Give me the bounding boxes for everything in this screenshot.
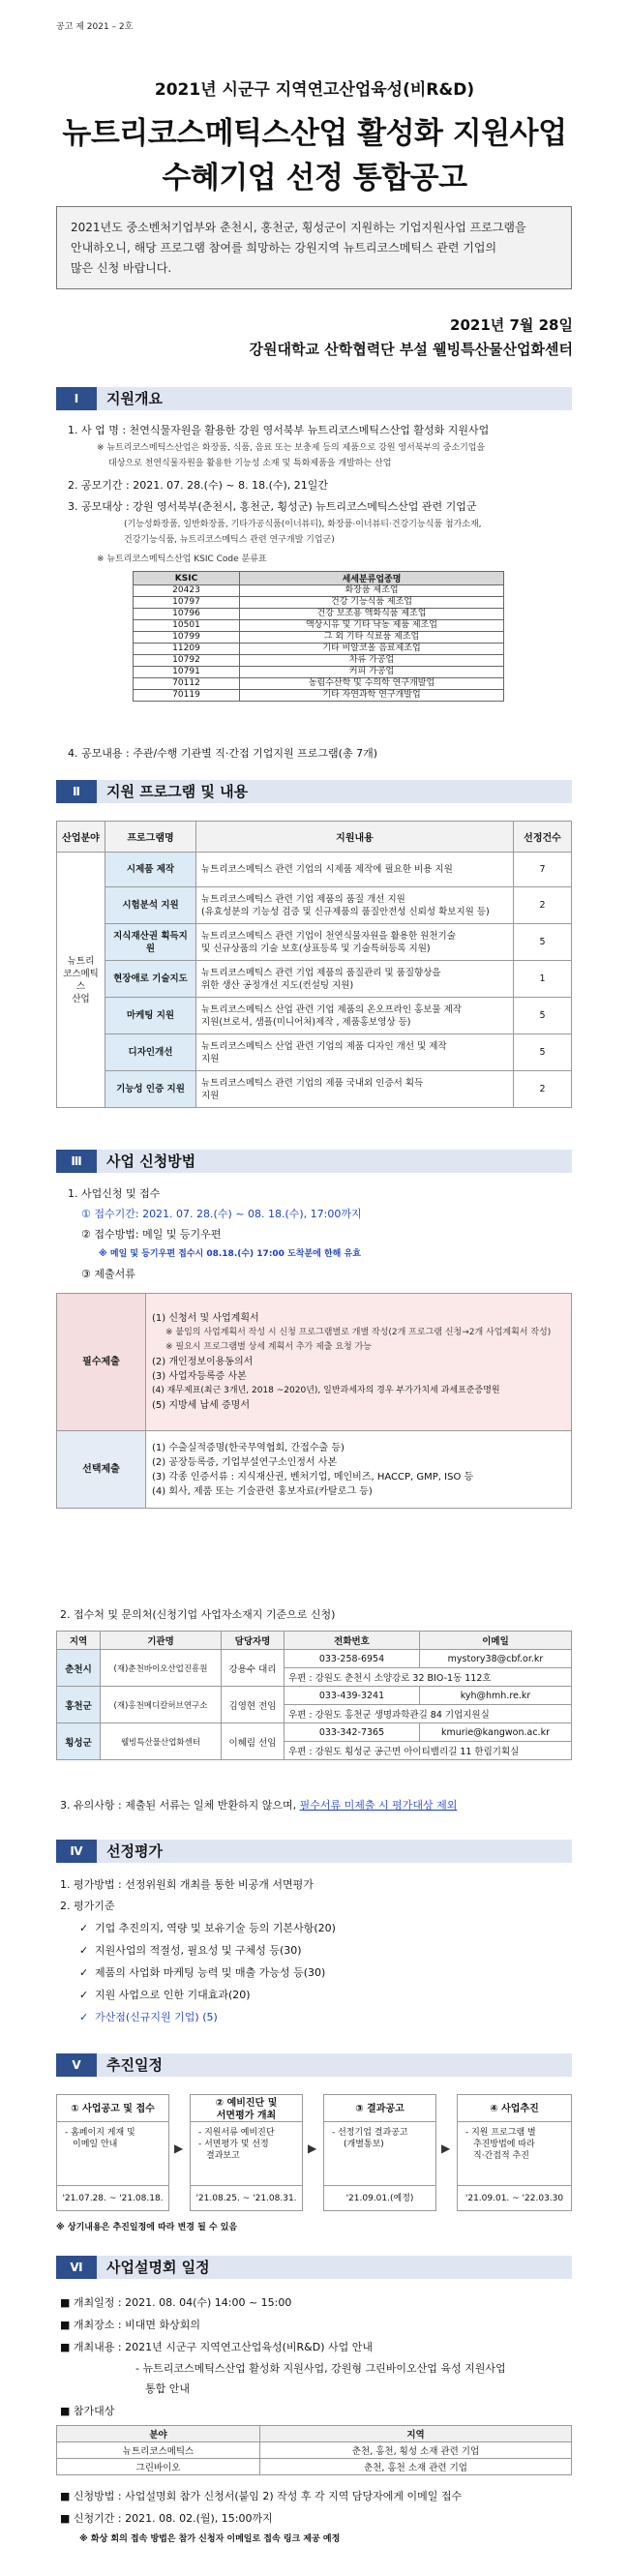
target-field: 그린바이오 (57, 2459, 260, 2475)
criteria-text: 제품의 사업화 마케팅 능력 및 매출 가능성 등(30) (95, 1966, 326, 1979)
program-count: 2 (514, 887, 572, 924)
contact-phone: 033-342-7365 (285, 1723, 420, 1742)
subtitle: 2021년 시군구 지역연고산업육성(비R&D) (154, 80, 475, 100)
section-header-4 (56, 1840, 572, 1863)
criteria-text: 기업 추진의지, 역량 및 보유기술 등의 기본사항(20) (95, 1922, 336, 1934)
contact-region: 춘천시 (57, 1650, 101, 1687)
apply-period: ① 접수기간: 2021. 07. 28.(수) ~ 08. 18.(수), 17:00까지 (81, 1208, 362, 1220)
table-row (57, 1034, 572, 1071)
criteria-text: 지원사업의 적절성, 필요성 및 구체성 등(30) (95, 1944, 302, 1957)
criteria-item (79, 1965, 325, 1980)
ksic-industry: 기타 자연과학 연구개발업 (240, 690, 504, 702)
schedule-step-2 (190, 2094, 303, 2211)
contact-phone: 033-258-6954 (285, 1650, 420, 1668)
overview-note: ※ 뉴트리코스메틱스산업은 화장품, 식품, 음료 또는 보충제 등의 제품으로 강원 영서북부의 중소기업을 (97, 443, 486, 453)
contact-header: 전화번호 (285, 1632, 420, 1650)
ksic-code: 10797 (134, 597, 240, 609)
step-title: ③ 결과공고 (324, 2095, 435, 2122)
section-header-2 (56, 780, 572, 803)
ksic-industry: 기타 비알코올 음료제조업 (240, 644, 504, 655)
contact-header: 기관명 (101, 1632, 222, 1650)
criteria-item (79, 2010, 218, 2024)
overview-period: 2. 공모기간 : 2021. 07. 28.(수) ~ 8. 18.(수), 21일간 (68, 479, 329, 492)
section-number: Ⅳ (56, 1840, 97, 1863)
table-row (134, 632, 504, 644)
section-header-5 (56, 2053, 572, 2077)
contact-org: (재)홍천메디칼허브연구소 (101, 1687, 222, 1723)
briefing-apply-period: ■ 신청기간 : 2021. 08. 02.(월), 15:00까지 (60, 2512, 273, 2525)
step-body-line: 직·간접적 추진 (473, 2151, 529, 2161)
ksic-code: 10799 (134, 632, 240, 644)
program-count: 5 (514, 924, 572, 961)
program-desc: 뉴트리코스메틱스 관련 기업의 제품 국내외 인증서 획득 지원 (196, 1071, 514, 1108)
program-header: 지원내용 (196, 822, 514, 853)
ksic-table (133, 571, 504, 702)
caution (60, 1798, 457, 1812)
contact-header: 지역 (57, 1632, 101, 1650)
table-row (134, 609, 504, 620)
table-row (134, 597, 504, 609)
apply-heading: 1. 사업신청 및 접수 (68, 1187, 161, 1200)
program-count: 5 (514, 998, 572, 1034)
schedule-note: ※ 상기내용은 추진일정에 따라 변경 될 수 있음 (56, 2223, 238, 2232)
arrow-right-icon: ▶ (174, 2142, 184, 2155)
doc-item: (3) 사업자등록증 사본 (152, 1371, 247, 1382)
ksic-industry: 농림수산학 및 수의학 연구개발업 (240, 678, 504, 690)
check-icon: ✓ (79, 1989, 89, 2001)
announce-date: 2021년 7월 28일 (450, 316, 573, 334)
ksic-industry: 차류 가공업 (240, 655, 504, 667)
program-desc: 뉴트리코스메틱스 산업 관련 기업 제품의 온오프라인 홍보물 제작 지원(브로셔, 샘플(미니어처)제작 , 제품홍보영상 등) (196, 998, 514, 1034)
optional-label: 선택제출 (57, 1431, 146, 1509)
table-row (134, 690, 504, 702)
criteria-item (79, 1921, 336, 1935)
ksic-code: 70112 (134, 678, 240, 690)
check-icon: ✓ (79, 1922, 89, 1934)
ksic-header: 세세분류업종명 (240, 572, 504, 585)
briefing-target-heading: ■ 참가대상 (60, 2405, 115, 2417)
section-number: Ⅰ (56, 387, 97, 410)
program-name: 현장애로 기술지도 (105, 961, 196, 998)
ksic-industry: 그 외 기타 식료품 제조업 (240, 632, 504, 644)
doc-item: (4) 재무제표(최근 3개년, 2018 ~2020년), 일반과세자의 경우 부가가치세 과세표준증명원 (152, 1386, 500, 1395)
section-number: Ⅴ (56, 2053, 97, 2077)
table-row (57, 853, 572, 887)
table-row (134, 678, 504, 690)
ksic-industry: 액상시유 및 기타 낙농 제품 제조업 (240, 620, 504, 632)
apply-docs-heading: ③ 제출서류 (81, 1268, 135, 1280)
doc-item: (5) 지방세 납세 증명서 (152, 1400, 250, 1411)
announce-org: 강원대학교 산학협력단 부설 웰빙특산물산업화센터 (249, 341, 573, 358)
ksic-note: ※ 뉴트리코스메틱스산업 KSIC Code 분류표 (97, 554, 267, 564)
overview-project-name: 1. 사 업 명 : 천연식물자원을 활용한 강원 영서북부 뉴트리코스메틱스산업 활성화 지원사업 (68, 424, 490, 436)
ksic-industry: 커피 가공업 (240, 667, 504, 678)
step-body-line: (개별통보) (344, 2140, 384, 2149)
contact-header: 담당자명 (222, 1632, 285, 1650)
contact-address: 우편 : 강원도 춘천시 소양강로 32 BIO-1동 112호 (285, 1668, 572, 1687)
criteria-text: 지원 사업으로 인한 기대효과(20) (95, 1989, 251, 2001)
table-row (57, 1687, 572, 1705)
schedule-step-1 (56, 2094, 169, 2211)
briefing-date: ■ 개최일정 : 2021. 08. 04(수) 14:00 ~ 15:00 (60, 2296, 292, 2309)
program-desc: 뉴트리코스메틱스 관련 기업 제품의 품질 개선 지원 (유효성분의 기능성 검증 및 신규제품의 품질안전성 신뢰성 확보지원 등) (196, 887, 514, 924)
doc-item: (2) 공장등록증, 기업부설연구소인정서 사본 (152, 1456, 338, 1468)
contact-phone: 033-439-3241 (285, 1687, 420, 1705)
contact-table (56, 1631, 572, 1760)
table-row (57, 998, 572, 1034)
contact-heading: 2. 접수처 및 문의처(신청기업 사업자소재지 기준으로 신청) (60, 1608, 336, 1621)
doc-item: (2) 개인정보이용동의서 (152, 1357, 254, 1367)
table-row (57, 961, 572, 998)
briefing-target-table (56, 2425, 572, 2475)
contact-org: (재)춘천바이오산업진흥원 (101, 1650, 222, 1687)
criteria-text: 가산점(신규지원 기업) (5) (95, 2011, 218, 2023)
program-name: 마케팅 지원 (105, 998, 196, 1034)
briefing-place: ■ 개최장소 : 비대면 화상회의 (60, 2319, 200, 2331)
table-row (134, 585, 504, 597)
intro-line: 안내하오니, 해당 프로그램 참여를 희망하는 강원지역 뉴트리코스메틱스 관련 기업의 (71, 241, 497, 255)
program-count: 5 (514, 1034, 572, 1071)
title-line-2: 수혜기업 선정 통합공고 (162, 161, 467, 195)
program-name: 기능성 인증 지원 (105, 1071, 196, 1108)
schedule-step-3 (323, 2094, 436, 2211)
criteria-item (79, 1943, 302, 1958)
step-body-line: - 지원서류 예비진단 (198, 2128, 275, 2138)
step-body-line: 이메일 안내 (73, 2140, 118, 2149)
ksic-code: 11209 (134, 644, 240, 655)
program-name: 시제품 제작 (105, 853, 196, 887)
table-row (57, 2459, 572, 2475)
arrow-right-icon: ▶ (308, 2142, 317, 2155)
caution-text: 3. 유의사항 : 제출된 서류는 일체 반환하지 않으며, (60, 1799, 297, 1812)
contact-person: 강용수 대리 (222, 1650, 285, 1687)
caution-warning: 필수서류 미제출 시 평가대상 제외 (299, 1799, 458, 1812)
check-icon: ✓ (79, 1966, 89, 1979)
section-title: 추진일정 (106, 2056, 163, 2074)
doc-note: ※ 붙임의 사업계획서 작성 시 신청 프로그램별로 개별 작성(2개 프로그램 신청→2개 사업계획서 작성) (165, 1328, 552, 1337)
contact-person: 이혜림 선임 (222, 1723, 285, 1760)
intro-box (56, 206, 572, 289)
program-name: 지식재산권 획득지원 (105, 924, 196, 961)
table-row (57, 924, 572, 961)
section-title: 선정평가 (106, 1842, 163, 1860)
program-desc: 뉴트리코스메틱스 관련 기업이 천연식물자원을 활용한 원천기술 및 신규상품의 기술 보호(상표등록 및 기술특허등록 지원) (196, 924, 514, 961)
briefing-content-detail: 통합 안내 (145, 2382, 191, 2395)
contact-person: 김영현 전임 (222, 1687, 285, 1723)
arrow-right-icon: ▶ (441, 2142, 451, 2155)
contact-region: 횡성군 (57, 1723, 101, 1760)
ksic-code: 70119 (134, 690, 240, 702)
program-desc: 뉴트리코스메틱스 산업 관련 기업의 제품 디자인 개선 및 제작 지원 (196, 1034, 514, 1071)
table-row (57, 2442, 572, 2459)
overview-target-detail: (기능성화장품, 일반화장품, 기타가공식품(이너뷰티), 화장품·이너뷰티·건강기능식품 첨가소재, (124, 520, 482, 529)
program-header: 선정건수 (514, 822, 572, 853)
step-body (324, 2122, 435, 2180)
section-title: 사업 신청방법 (106, 1153, 196, 1170)
briefing-note: ※ 화상 회의 접속 방법은 참가 신청자 이메일로 접속 링크 제공 예정 (79, 2534, 341, 2544)
step-title: ② 예비진단 및 서면평가 개최 (191, 2095, 302, 2122)
briefing-content-detail: - 뉴트리코스메틱스산업 활성화 지원사업, 강원형 그린바이오산업 육성 지원사업 (135, 2362, 506, 2375)
doc-item: (4) 회사, 제품 또는 기술관련 홍보자료(카탈로그 등) (152, 1485, 373, 1497)
contact-address: 우편 : 강원도 횡성군 공근면 아이티밸리길 11 한림기획실 (285, 1742, 572, 1760)
step-body-line: - 선정기업 결과공고 (332, 2128, 408, 2138)
intro-line: 많은 신청 바랍니다. (71, 261, 172, 275)
target-header: 분야 (57, 2426, 260, 2442)
section-number: Ⅵ (56, 2256, 97, 2279)
step-body-line: 추진방법에 따라 (473, 2140, 535, 2149)
program-name: 디자인개선 (105, 1034, 196, 1071)
overview-content: 4. 공모내용 : 주관/수행 기관별 직·간접 기업지원 프로그램(총 7개) (68, 747, 377, 760)
required-docs-table (56, 1293, 572, 1509)
step-date: '21.09.01.(예정) (324, 2185, 435, 2210)
ksic-code: 20423 (134, 585, 240, 597)
doc-item: (1) 신청서 및 사업계획서 (152, 1313, 259, 1324)
doc-item: (1) 수출실적증명(한국무역협회, 간접수출 등) (152, 1442, 344, 1453)
section-header-3 (56, 1150, 572, 1173)
check-icon: ✓ (79, 1944, 89, 1957)
step-title: ① 사업공고 및 접수 (57, 2095, 168, 2122)
section-header-1 (56, 387, 572, 410)
contact-region: 홍천군 (57, 1687, 101, 1723)
ksic-code: 10791 (134, 667, 240, 678)
step-body-line: 결과보고 (206, 2151, 240, 2161)
schedule-step-4 (457, 2094, 572, 2211)
ksic-code: 10792 (134, 655, 240, 667)
overview-note: 대상으로 천연식물자원을 활용한 기능성 소재 및 특화제품을 개발하는 산업 (108, 459, 392, 468)
industry-category: 뉴트리 코스메틱스 산업 (57, 853, 105, 1108)
table-row (57, 1723, 572, 1742)
optional-docs (146, 1431, 572, 1509)
check-icon: ✓ (79, 2011, 89, 2023)
table-row (134, 655, 504, 667)
ksic-industry: 화장품 제조업 (240, 585, 504, 597)
target-region: 춘천, 홍천, 횡성 소재 관련 기업 (260, 2442, 572, 2459)
criteria-item (79, 1988, 251, 2002)
target-header: 지역 (260, 2426, 572, 2442)
section-number: Ⅱ (56, 780, 97, 803)
contact-address: 우편 : 강원도 홍천군 생명과학관길 84 기업지원실 (285, 1705, 572, 1723)
table-row (57, 887, 572, 924)
eval-method: 1. 평가방법 : 선정위원회 개최를 통한 비공개 서면평가 (60, 1878, 314, 1891)
program-desc: 뉴트리코스메틱스 관련 기업의 시제품 제작에 필요한 비용 지원 (196, 853, 514, 887)
program-count: 7 (514, 853, 572, 887)
table-row (57, 1071, 572, 1108)
notice-number: 공고 제 2021 – 2호 (56, 22, 134, 32)
required-docs (146, 1294, 572, 1431)
apply-method-note: ※ 메일 및 등기우편 접수시 08.18.(수) 17:00 도착분에 한해 유효 (99, 1249, 361, 1259)
ksic-code: 10501 (134, 620, 240, 632)
table-row (134, 644, 504, 655)
overview-target-detail: 건강기능식품, 뉴트리코스메틱스 관련 연구개발 기업군) (124, 535, 335, 545)
step-date: '21.07.28. ~ '21.08.18. (57, 2185, 168, 2210)
briefing-apply-method: ■ 신청방법 : 사업설명회 참가 신청서(붙임 2) 작성 후 각 지역 담당자에게 이메일 접수 (60, 2490, 463, 2502)
ksic-industry: 건강 기능식품 제조업 (240, 597, 504, 609)
ksic-code: 10796 (134, 609, 240, 620)
contact-email[interactable]: kmurie@kangwon.ac.kr (420, 1723, 572, 1742)
ksic-header: KSIC (134, 572, 240, 585)
doc-item: (3) 각종 인증서류 : 지식재산권, 벤처기업, 메인비즈, HACCP, GMP, ISO 등 (152, 1471, 474, 1483)
required-label: 필수제출 (57, 1294, 146, 1431)
title-line-1: 뉴트리코스메틱스산업 활성화 지원사업 (62, 116, 567, 151)
contact-email[interactable]: kyh@hmh.re.kr (420, 1687, 572, 1705)
program-count: 1 (514, 961, 572, 998)
contact-email[interactable]: mystory38@cbf.or.kr (420, 1650, 572, 1668)
overview-target: 3. 공모대상 : 강원 영서북부(춘천시, 홍천군, 횡성군) 뉴트리코스메틱스산업 관련 기업군 (68, 500, 477, 513)
table-row (57, 1431, 572, 1509)
step-body (458, 2122, 571, 2180)
target-field: 뉴트리코스메틱스 (57, 2442, 260, 2459)
step-date: '21.08.25. ~ '21.08.31. (191, 2185, 302, 2210)
step-date: '21.09.01. ~ '22.03.30 (458, 2185, 571, 2210)
section-number: Ⅲ (56, 1150, 97, 1173)
section-title: 지원 프로그램 및 내용 (106, 783, 249, 800)
briefing-content: ■ 개최내용 : 2021년 시군구 지역연고산업육성(비R&D) 사업 안내 (60, 2341, 373, 2353)
program-count: 2 (514, 1071, 572, 1108)
program-name: 시험분석 지원 (105, 887, 196, 924)
intro-line: 2021년도 중소벤처기업부와 춘천시, 홍천군, 횡성군이 지원하는 기업지원사업 프로그램을 (71, 221, 526, 234)
step-title: ④ 사업추진 (458, 2095, 571, 2122)
table-row (134, 620, 504, 632)
section-title: 지원개요 (106, 390, 163, 407)
table-row (57, 1650, 572, 1668)
program-header: 산업분야 (57, 822, 105, 853)
section-title: 사업설명회 일정 (106, 2259, 210, 2276)
doc-note: ※ 필요시 프로그램별 상세 계획서 추가 제출 요청 가능 (165, 1342, 373, 1352)
program-desc: 뉴트리코스메틱스 관련 기업 제품의 품질관리 및 품질향상을 위한 생산 공정개선 지도(컨설팅 지원) (196, 961, 514, 998)
step-body (57, 2122, 168, 2180)
target-region: 춘천, 홍천 소재 관련 기업 (260, 2459, 572, 2475)
contact-org: 웰빙특산물산업화센터 (101, 1723, 222, 1760)
table-row (57, 1294, 572, 1431)
eval-criteria-heading: 2. 평가기준 (60, 1900, 115, 1912)
step-body-line: - 서면평가 및 선정 (198, 2140, 269, 2149)
section-header-6 (56, 2256, 572, 2279)
step-body (191, 2122, 302, 2180)
apply-method: ② 접수방법: 메일 및 등기우편 (81, 1228, 222, 1241)
program-header: 프로그램명 (105, 822, 196, 853)
table-row (134, 667, 504, 678)
step-body-line: - 홈페이지 게재 및 (65, 2128, 135, 2138)
program-table (56, 821, 572, 1108)
contact-header: 이메일 (420, 1632, 572, 1650)
step-body-line: - 지원 프로그램 별 (465, 2128, 536, 2138)
ksic-industry: 건강 보조용 액화식품 제조업 (240, 609, 504, 620)
